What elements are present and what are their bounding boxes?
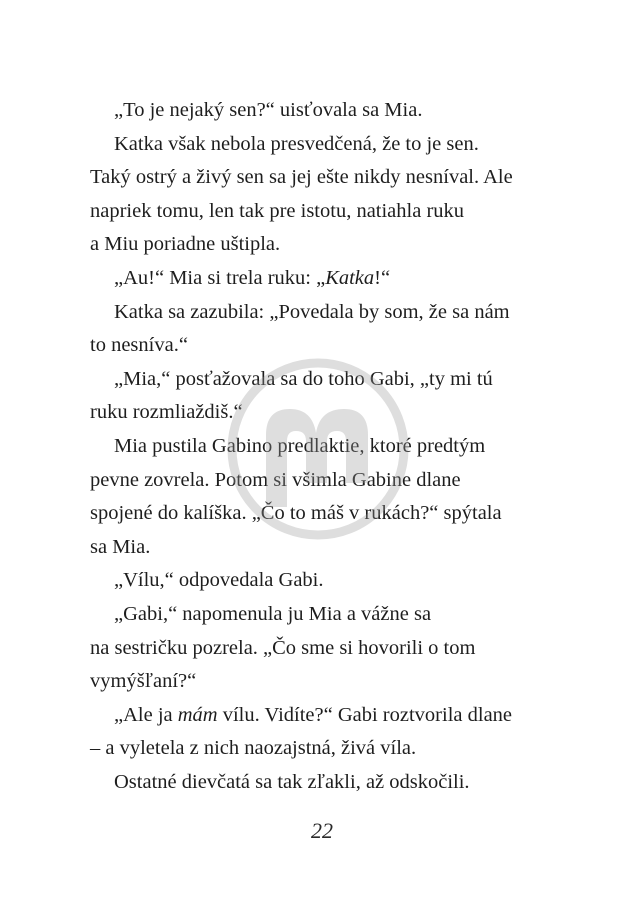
- text-run: „Mia,“ posťažovala sa do toho Gabi, „ty mi tú: [114, 367, 493, 390]
- text-line: [90, 262, 560, 296]
- text-line: [90, 363, 560, 397]
- text-line: [90, 94, 560, 128]
- text-line: [90, 598, 560, 632]
- page-number: 22: [311, 818, 333, 843]
- text-run: „Ale ja: [114, 703, 178, 726]
- text-line: [90, 497, 560, 531]
- text-line: [90, 195, 560, 229]
- text-run: Katka však nebola presvedčená, že to je sen.: [114, 132, 479, 155]
- text-run: pevne zovrela. Potom si všimla Gabine dlane: [90, 468, 461, 491]
- text-run: napriek tomu, len tak pre istotu, natiahla ruku: [90, 199, 465, 222]
- paragraph: [90, 766, 560, 800]
- text-line: [90, 699, 560, 733]
- text-run: a Miu poriadne uštipla.: [90, 233, 281, 256]
- paragraph: [90, 262, 560, 296]
- text-run: – a vyletela z nich naozajstná, živá víla.: [90, 737, 417, 760]
- text-line: [90, 296, 560, 330]
- text-line: [90, 430, 560, 464]
- text-run: „Au!“ Mia si trela ruku: „: [114, 266, 326, 289]
- text-line: [90, 564, 560, 598]
- text-run: vílu. Vidíte?“ Gabi roztvorila dlane: [217, 703, 513, 726]
- text-line: [90, 396, 560, 430]
- text-run: „To je nejaký sen?“ uisťovala sa Mia.: [114, 99, 423, 121]
- text-line: [90, 531, 560, 565]
- paragraph: [90, 564, 560, 598]
- paragraph: [90, 94, 560, 128]
- paragraph: [90, 598, 560, 699]
- text-line: [90, 732, 560, 766]
- text-line: [90, 632, 560, 666]
- text-line: [90, 228, 560, 262]
- text-run: Mia pustila Gabino predlaktie, ktoré predtým: [114, 434, 486, 457]
- text-line: [90, 128, 560, 162]
- italic-text: Katka: [325, 266, 375, 289]
- text-run: to nesníva.“: [90, 334, 188, 357]
- text-run: ruku rozmliaždiš.“: [90, 401, 243, 424]
- text-line: [90, 329, 560, 363]
- text-run: vymýšľaní?“: [90, 670, 197, 693]
- text-run: sa Mia.: [90, 535, 151, 558]
- text-run: na sestričku pozrela. „Čo sme si hovorili o tom: [90, 636, 476, 659]
- page-body-text: [90, 94, 560, 799]
- text-line: [90, 766, 560, 800]
- text-run: „Vílu,“ odpovedala Gabi.: [114, 569, 324, 592]
- paragraph: [90, 363, 560, 430]
- italic-text: mám: [177, 703, 218, 726]
- paragraph: [90, 128, 560, 262]
- paragraph: [90, 699, 560, 766]
- text-run: spojené do kalíška. „Čo to máš v rukách?“ spýtala: [90, 502, 502, 525]
- text-run: Katka sa zazubila: „Povedala by som, že sa nám: [114, 300, 510, 323]
- paragraph: [90, 430, 560, 564]
- text-run: „Gabi,“ napomenula ju Mia a vážne sa: [114, 602, 432, 625]
- text-line: [90, 161, 560, 195]
- text-run: Ostatné dievčatá sa tak zľakli, až odskočili.: [114, 770, 470, 793]
- text-run: !“: [374, 266, 391, 289]
- text-line: [90, 665, 560, 699]
- paragraph: [90, 296, 560, 363]
- text-run: Taký ostrý a živý sen sa jej ešte nikdy nesníval. Ale: [90, 166, 513, 189]
- text-line: [90, 464, 560, 498]
